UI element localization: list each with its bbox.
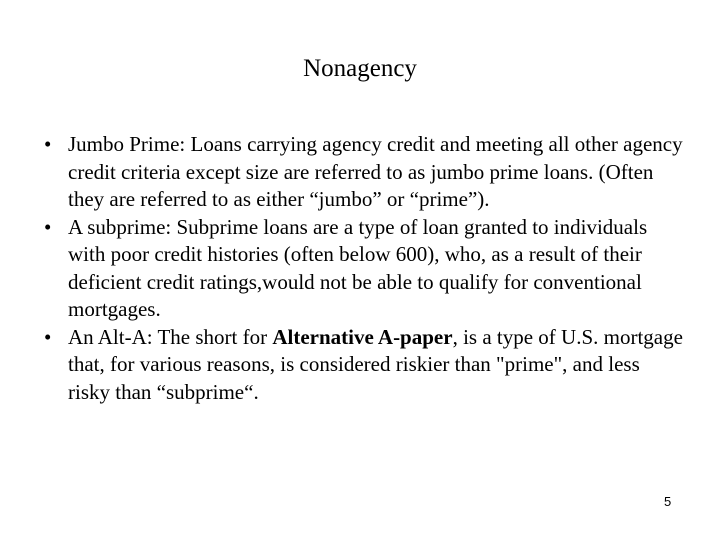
bullet-text: A subprime: Subprime loans are a type of loan granted to individuals with poor credit histories (often below 600), who, as a result of their deficient credit ratings,would not be able to qualify for conventional mortgages. (68, 214, 648, 321)
bullet-text: Jumbo Prime: Loans carrying agency credit and meeting all other agency credit criteria except size are referred to as jumbo prime loans. (Often they are referred to as either “jumbo” or “prime”). (68, 132, 683, 211)
bullet-list (44, 131, 684, 406)
bullet-icon: • (44, 324, 52, 349)
page-number: 5 (664, 494, 672, 509)
bullet-item-alt-a (44, 324, 684, 407)
bullet-bold-term: Alternative A-paper (272, 324, 453, 349)
bullet-item-subprime (44, 214, 684, 324)
bullet-text-prefix: An Alt-A: The short for (68, 324, 273, 349)
bullet-icon: • (44, 214, 52, 239)
slide-title: Nonagency (303, 55, 417, 82)
bullet-item-jumbo-prime (44, 131, 684, 214)
bullet-icon: • (44, 132, 52, 156)
bullet-text-suffix: , is a type of U.S. mortgage that, for various reasons, is considered riskier than "prime", and less risky than “subprime“. (68, 324, 683, 404)
